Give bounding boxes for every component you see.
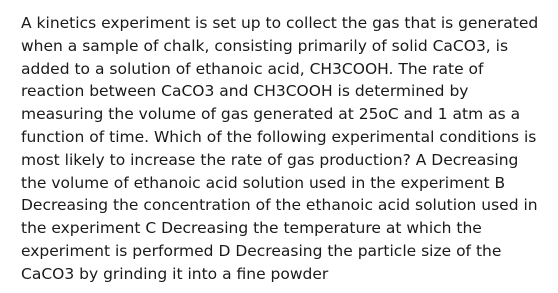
question-text: A kinetics experiment is set up to collect the gas that is generated when a sample of chalk, consisting primarily of solid CaCO3, is added to a solution of ethanoic acid, CH3COOH. The rate of reaction between CaCO3 and CH3COOH is determined by measuring the volume of gas generated at 25oC and 1 atm as a function of time. Which of the following experimental conditions is most likely to increase the rate of gas production? A Decreasing the volume of ethanoic acid solution used in the experiment B Decreasing the concentration of the ethanoic acid solution used in the experiment C Decreasing the temperature at which the experiment is performed D Decreasing the particle size of the CaCO3 by grinding it into a fine powder	[21, 14, 539, 283]
